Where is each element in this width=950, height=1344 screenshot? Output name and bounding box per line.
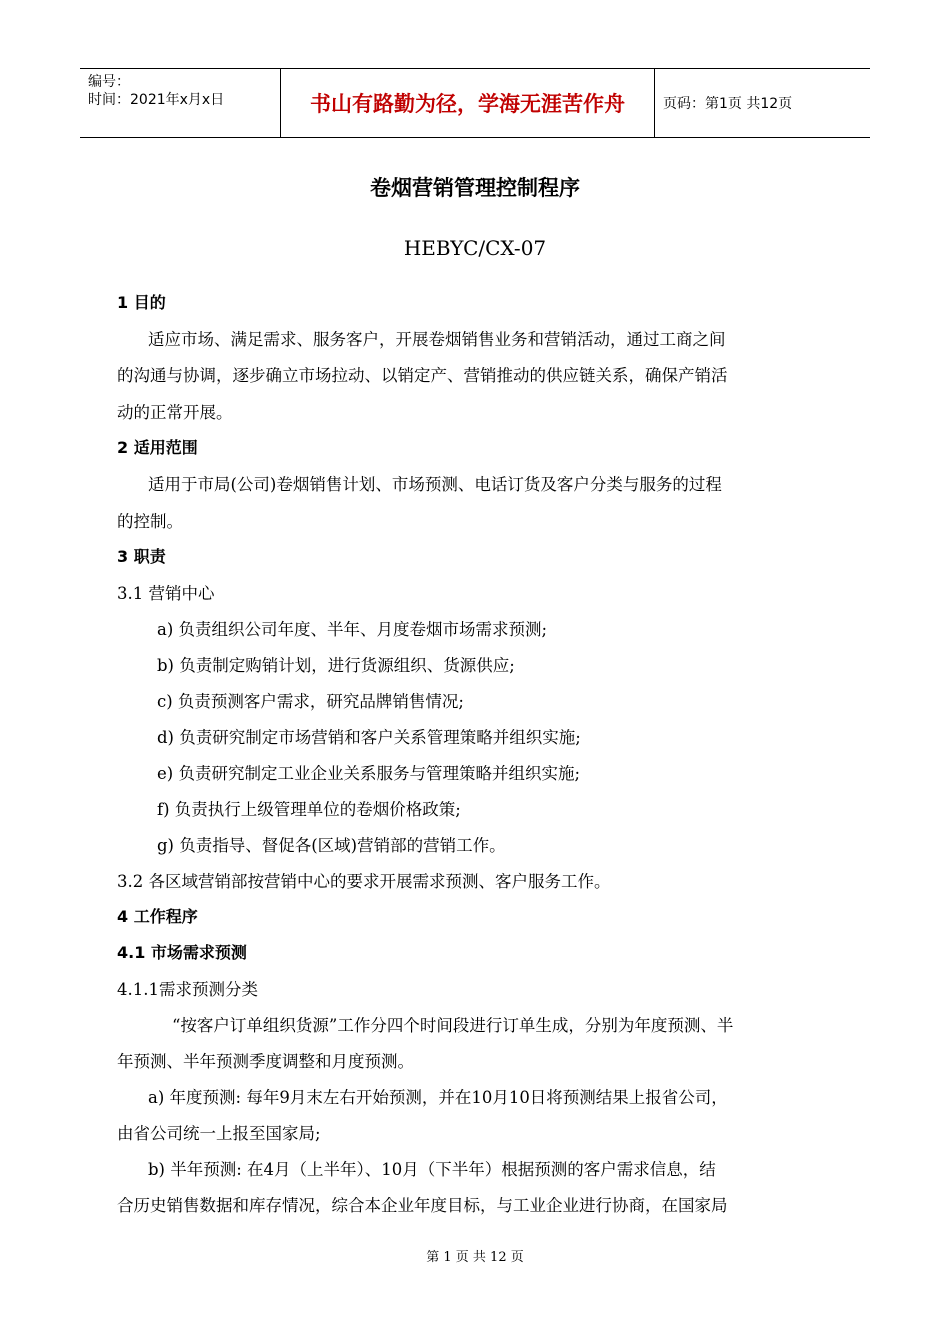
- body-text-line: b) 半年预测: 在4月（上半年）、10月（下半年）根据预测的客户需求信息，结: [148, 1160, 716, 1179]
- body-text-line: d) 负责研究制定市场营销和客户关系管理策略并组织实施;: [157, 728, 581, 747]
- body-text-line: 3.1 营销中心: [117, 584, 215, 603]
- document-code: HEBYC/CX-07: [403, 236, 547, 260]
- section-heading: 1 目的: [117, 293, 166, 312]
- body-text-line: 4.1.1需求预测分类: [117, 980, 258, 999]
- document-header: [80, 68, 870, 138]
- body-text-line: 适应市场、满足需求、服务客户，开展卷烟销售业务和营销活动，通过工商之间: [148, 330, 726, 349]
- header-meta: [80, 69, 280, 137]
- body-text-line: 年预测、半年预测季度调整和月度预测。: [117, 1052, 414, 1071]
- body-text-line: 由省公司统一上报至国家局;: [117, 1124, 321, 1143]
- body-text-line: 3.2 各区域营销部按营销中心的要求开展需求预测、客户服务工作。: [117, 872, 611, 891]
- body-text-line: 的控制。: [117, 512, 183, 531]
- body-text-line: c) 负责预测客户需求，研究品牌销售情况;: [157, 692, 464, 711]
- body-text-line: b) 负责制定购销计划，进行货源组织、货源供应;: [157, 656, 515, 675]
- body-text-line: 动的正常开展。: [117, 403, 233, 422]
- serial-label: 编号：: [88, 74, 130, 90]
- body-text-line: g) 负责指导、督促各(区域)营销部的营销工作。: [157, 836, 506, 855]
- time-label: 时间：2021年x月x日: [88, 92, 225, 108]
- section-heading: 4 工作程序: [117, 907, 198, 926]
- body-text-line: e) 负责研究制定工业企业关系服务与管理策略并组织实施;: [157, 764, 581, 783]
- header-motto: 书山有路勤为径，学海无涯苦作舟: [280, 69, 655, 137]
- body-text-line: 适用于市局(公司)卷烟销售计划、市场预测、电话订货及客户分类与服务的过程: [148, 475, 722, 494]
- section-heading: 3 职责: [117, 547, 166, 566]
- document-title: 卷烟营销管理控制程序: [370, 176, 580, 200]
- section-heading: 2 适用范围: [117, 438, 198, 457]
- header-page-info: 页码：第1页 共12页: [663, 96, 793, 112]
- body-text-line: 的沟通与协调，逐步确立市场拉动、以销定产、营销推动的供应链关系，确保产销活: [117, 366, 728, 385]
- section-heading: 4.1 市场需求预测: [117, 943, 247, 962]
- body-text-line: f) 负责执行上级管理单位的卷烟价格政策;: [157, 800, 461, 819]
- body-text-line: a) 负责组织公司年度、半年、月度卷烟市场需求预测;: [157, 620, 548, 639]
- page-footer: 第 1 页 共 12 页: [426, 1250, 524, 1265]
- body-text-line: a) 年度预测: 每年9月末左右开始预测，并在10月10日将预测结果上报省公司，: [148, 1088, 728, 1107]
- body-text-line: “按客户订单组织货源”工作分四个时间段进行订单生成，分别为年度预测、半: [172, 1016, 734, 1035]
- body-text-line: 合历史销售数据和库存情况，综合本企业年度目标，与工业企业进行协商，在国家局: [117, 1196, 728, 1215]
